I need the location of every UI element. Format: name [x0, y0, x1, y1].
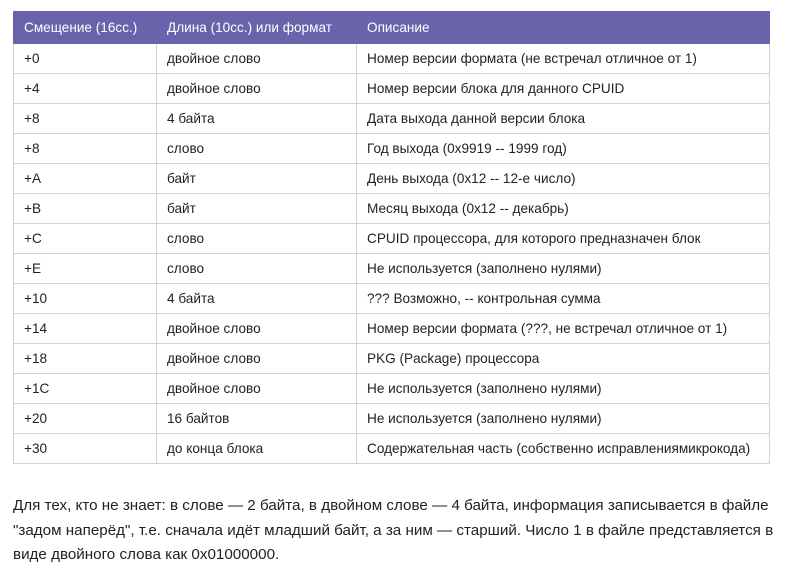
table-row [14, 44, 770, 74]
cell-length-format: двойное слово [157, 44, 357, 74]
table-header [14, 12, 770, 44]
header-row [14, 12, 770, 44]
cell-description: Дата выхода данной версии блока [357, 104, 770, 134]
cell-length-format: слово [157, 254, 357, 284]
cell-description: Содержательная часть (собственно исправлениямикрокода) [357, 434, 770, 464]
cell-offset: +30 [14, 434, 157, 464]
cell-length-format: двойное слово [157, 74, 357, 104]
cell-length-format: 4 байта [157, 284, 357, 314]
cell-offset: +C [14, 224, 157, 254]
cell-length-format: слово [157, 224, 357, 254]
cell-offset: +E [14, 254, 157, 284]
cell-offset: +10 [14, 284, 157, 314]
table-row [14, 314, 770, 344]
table-row [14, 404, 770, 434]
cell-description: Не используется (заполнено нулями) [357, 254, 770, 284]
cell-offset: +A [14, 164, 157, 194]
cell-offset: +4 [14, 74, 157, 104]
cell-description: Месяц выхода (0x12 -- декабрь) [357, 194, 770, 224]
cell-offset: +1C [14, 374, 157, 404]
cell-description: Год выхода (0x9919 -- 1999 год) [357, 134, 770, 164]
cell-length-format: двойное слово [157, 374, 357, 404]
table-row [14, 344, 770, 374]
cell-offset: +B [14, 194, 157, 224]
table-row [14, 164, 770, 194]
table-row [14, 224, 770, 254]
cell-offset: +8 [14, 104, 157, 134]
table-row [14, 74, 770, 104]
cell-length-format: байт [157, 194, 357, 224]
table-row [14, 104, 770, 134]
cell-length-format: 16 байтов [157, 404, 357, 434]
table-row [14, 254, 770, 284]
cell-description: CPUID процессора, для которого предназначен блок [357, 224, 770, 254]
table-row [14, 374, 770, 404]
cell-description: ??? Возможно, -- контрольная сумма [357, 284, 770, 314]
cell-description: Номер версии формата (???, не встречал отличное от 1) [357, 314, 770, 344]
header-description: Описание [357, 12, 770, 44]
cell-offset: +18 [14, 344, 157, 374]
cell-offset: +20 [14, 404, 157, 434]
cell-description: Номер версии формата (не встречал отличное от 1) [357, 44, 770, 74]
cell-length-format: двойное слово [157, 314, 357, 344]
cell-description: PKG (Package) процессора [357, 344, 770, 374]
table-row [14, 194, 770, 224]
cell-length-format: до конца блока [157, 434, 357, 464]
cell-description: Не используется (заполнено нулями) [357, 374, 770, 404]
microcode-format-table [13, 11, 770, 464]
cell-length-format: 4 байта [157, 104, 357, 134]
header-offset: Смещение (16сс.) [14, 12, 157, 44]
table-row [14, 134, 770, 164]
table-row [14, 284, 770, 314]
cell-description: День выхода (0x12 -- 12-е число) [357, 164, 770, 194]
table-body [14, 44, 770, 464]
cell-length-format: слово [157, 134, 357, 164]
cell-length-format: двойное слово [157, 344, 357, 374]
cell-description: Не используется (заполнено нулями) [357, 404, 770, 434]
cell-length-format: байт [157, 164, 357, 194]
cell-description: Номер версии блока для данного CPUID [357, 74, 770, 104]
cell-offset: +14 [14, 314, 157, 344]
microcode-format-table-container [13, 11, 769, 464]
cell-offset: +0 [14, 44, 157, 74]
header-length-format: Длина (10сс.) или формат [157, 12, 357, 44]
cell-offset: +8 [14, 134, 157, 164]
table-row [14, 434, 770, 464]
explanation-paragraph: Для тех, кто не знает: в слове — 2 байта, в двойном слове — 4 байта, информация записывается в файле "задом наперёд", т.е. сначала идёт младший байт, а за ним — старший. Число 1 в файле представляется в виде двойного слова как 0x01000000. [13, 497, 774, 563]
